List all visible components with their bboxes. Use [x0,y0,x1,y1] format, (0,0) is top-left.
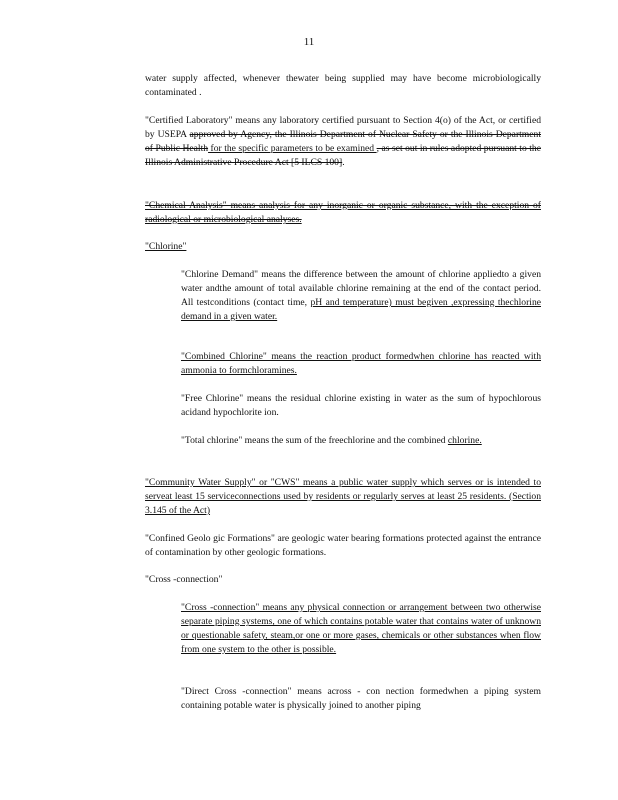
inserted-parameters-text: for the specific parameters to be examined [208,143,377,154]
definition-community-water-supply: "Community Water Supply" or "CWS" means a public water supply which serves or is intended to serveat least 15 serviceconnections used by residents or regularly serves at least 25 residents. (Section 3.145 of the Act) [145,477,541,516]
definition-direct-cross-connection: "Direct Cross -connection" means across - con nection formedwhen a piping system containing potable water is physically joined to another piping [181,686,541,711]
chlorine-demand-inserted: pH and temperature) must begiven ,expressing thechlorine demand in a given water. [181,297,541,322]
period-text: . [342,157,345,168]
chlorine-demand-text: "Chlorine Demand" means the difference between the amount of chlorine appliedto a given water andthe amount of total available chlorine remaining at the end of the contact period. All testconditions (contact time, [181,269,541,308]
definition-free-chlorine: "Free Chlorine" means the residual chlorine existing in water as the sum of hypochlorous acidand hypochlorite ion. [181,393,541,418]
total-chlorine-inserted: chlorine. [447,435,482,446]
heading-cross-connection: "Cross -connection" [145,574,223,585]
definition-certified-laboratory [145,114,541,170]
definition-confined-geologic-formations: "Confined Geolo gic Formations" are geologic water bearing formations protected against the entrance of contamination by other geologic formations. [145,533,541,558]
definition-chemical-analysis-struck: "Chemical Analysis" means analysis for any inorganic or organic substance, with the exception of radiological or microbiological analyses. [145,200,541,225]
definition-chlorine-demand [181,268,541,324]
paragraph-contamination-continued: water supply affected, whenever thewater being supplied may have become microbiologically contaminated . [145,73,541,98]
definition-total-chlorine [181,434,541,448]
certified-laboratory-text: "Certified Laboratory" means any laboratory certified pursuant to Section 4(o) of the Act, or certified by USEPA [145,115,541,140]
struck-agency-text: approved by Agency, the Illinois Department of Nuclear Safety or the Illinois Department of Public Health [145,129,541,154]
heading-chlorine: "Chlorine" [145,241,187,252]
definition-combined-chlorine: "Combined Chlorine" means the reaction product formedwhen chlorine has reacted with ammonia to formchloramines. [181,351,541,376]
definition-cross-connection: "Cross -connection" means any physical connection or arrangement between two otherwise separate piping systems, one of which contains potable water that contains water of unknown or questionable safety, steam,or one or more gases, chemicals or other substances when flow from one system to the other is possible. [181,602,541,655]
struck-rules-text: , as set out in rules adopted pursuant to the Illinois Administrative Procedure Act [5 ILCS 100] [145,143,541,168]
page-number: 11 [303,36,315,48]
total-chlorine-text: "Total chlorine" means the sum of the freechlorine and the combined [181,435,448,446]
